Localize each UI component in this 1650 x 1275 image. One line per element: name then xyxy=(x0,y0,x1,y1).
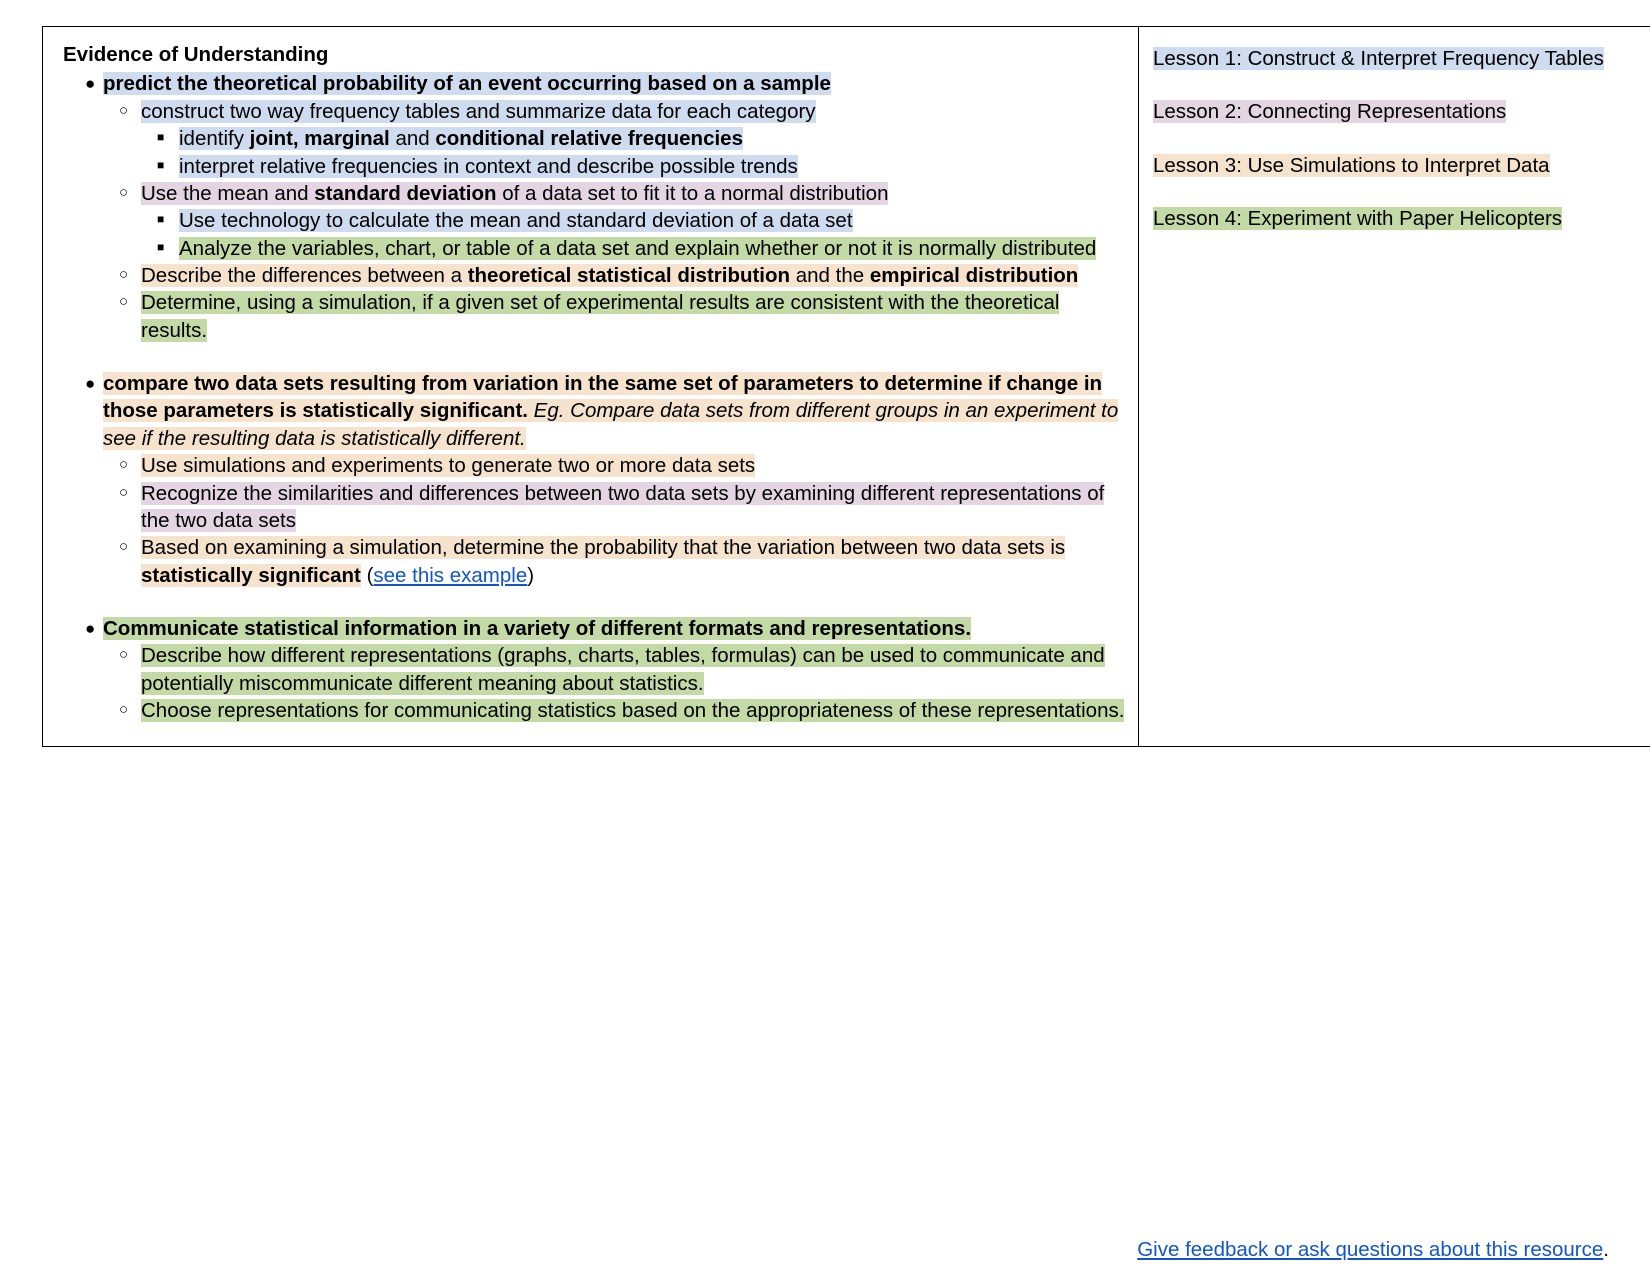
outline-item xyxy=(103,262,1128,289)
bullet-icon: ○ xyxy=(119,646,129,664)
outline-item xyxy=(103,480,1128,535)
outline-group-spacer xyxy=(53,589,1128,615)
outline-item-text xyxy=(179,155,798,178)
outline-text-run: ( xyxy=(360,563,374,587)
outline-sublist xyxy=(103,642,1128,724)
outline-text-run: Choose representations for communicating statistics based on the appropriateness of these representations. xyxy=(141,699,1125,723)
outline-group-spacer xyxy=(53,344,1128,370)
outline-sublist xyxy=(103,452,1128,589)
lesson-item-1 xyxy=(1153,45,1639,72)
outline-text-run: Recognize the similarities and differences between two data sets by examining different representations of the two data sets xyxy=(141,481,1105,532)
outline-text-run: joint, marginal xyxy=(249,127,390,151)
outline-text-run: Use technology to calculate the mean and standard deviation of a data set xyxy=(179,209,853,233)
outline-item-text xyxy=(179,127,743,150)
lesson-item-4 xyxy=(1153,205,1639,232)
outline-item-text xyxy=(141,454,755,477)
outline-text-run: Describe how different representations (graphs, charts, tables, formulas) can be used to communicate and potentially miscommunicate different meaning about statistics. xyxy=(141,644,1105,695)
outline-item-text xyxy=(103,72,831,95)
outline-top-item xyxy=(53,70,1128,344)
evidence-outline xyxy=(53,70,1128,724)
outline-text-run: theoretical statistical distribution xyxy=(467,263,791,287)
outline-sublist xyxy=(141,125,1128,180)
outline-text-run: predict the theoretical probability of an event occurring based on a sample xyxy=(103,72,831,96)
outline-item xyxy=(103,289,1128,344)
footer-period: . xyxy=(1603,1238,1609,1261)
outline-item-text xyxy=(141,182,888,205)
outline-item-text xyxy=(141,644,1105,694)
bullet-icon: ○ xyxy=(119,101,129,119)
bullet-icon: ■ xyxy=(157,212,165,227)
lesson-label: Lesson 1: Construct & Interpret Frequency Tables xyxy=(1153,47,1604,70)
lesson-item-3 xyxy=(1153,152,1639,179)
see-this-example-link[interactable]: see this example xyxy=(373,563,528,587)
outline-item xyxy=(103,697,1128,724)
outline-text-run: of a data set to fit it to a normal distribution xyxy=(496,181,889,205)
bullet-icon: ○ xyxy=(119,701,129,719)
outline-text-run: construct two way frequency tables and summarize data for each category xyxy=(141,99,816,123)
outline-item xyxy=(103,452,1128,479)
bullet-icon: ■ xyxy=(157,130,165,145)
outline-top-item xyxy=(53,370,1128,589)
outline-text-run: Analyze the variables, chart, or table of a data set and explain whether or not it is normally distributed xyxy=(179,236,1097,260)
outline-text-run: ) xyxy=(527,563,535,587)
outline-text-run: Determine, using a simulation, if a given set of experimental results are consistent with the theoretical results. xyxy=(141,291,1060,342)
outline-text-run: Eg. Compare data sets from different groups in an experiment to see if the resulting data is statistically different. xyxy=(103,399,1119,450)
outline-text-run: Use the mean and xyxy=(141,181,315,205)
outline-item-text xyxy=(141,536,1065,586)
outline-text-run: compare two data sets resulting from variation in the same set of parameters to determine if change in those parameters is statistically significant. xyxy=(103,372,1103,423)
outline-item-text xyxy=(141,291,1059,341)
outline-text-run: statistically significant xyxy=(141,563,361,587)
lesson-label: Lesson 2: Connecting Representations xyxy=(1153,100,1507,124)
lesson-label: Lesson 3: Use Simulations to Interpret Data xyxy=(1153,153,1550,177)
bullet-icon: ○ xyxy=(119,265,129,283)
outline-top-item xyxy=(53,615,1128,724)
bullet-icon: ○ xyxy=(119,538,129,556)
outline-text-run: empirical distribution xyxy=(869,263,1079,287)
outline-item-text xyxy=(141,482,1104,532)
bullet-icon: ○ xyxy=(119,483,129,501)
bullet-icon: ○ xyxy=(119,456,129,474)
outline-text-run: and the xyxy=(790,263,870,287)
bullet-icon: ○ xyxy=(119,293,129,311)
outline-item xyxy=(141,153,1128,180)
curriculum-table xyxy=(42,26,1650,747)
outline-text-run: Communicate statistical information in a variety of different formats and representations. xyxy=(103,616,972,640)
outline-item-text xyxy=(179,237,1096,260)
outline-item xyxy=(103,98,1128,180)
outline-sublist xyxy=(141,207,1128,262)
outline-item xyxy=(103,534,1128,589)
bullet-icon: ● xyxy=(85,74,96,94)
outline-item-text xyxy=(141,264,1078,287)
bullet-icon: ● xyxy=(85,618,96,638)
feedback-link[interactable]: Give feedback or ask questions about this resource xyxy=(1137,1238,1604,1261)
outline-item-text xyxy=(141,100,816,123)
bullet-icon: ■ xyxy=(157,239,165,254)
lesson-item-2 xyxy=(1153,98,1639,125)
outline-text-run: Use simulations and experiments to generate two or more data sets xyxy=(141,454,756,478)
outline-text-run: identify xyxy=(179,127,250,151)
bullet-icon: ○ xyxy=(119,183,129,201)
outline-item xyxy=(141,235,1128,262)
evidence-of-understanding-cell xyxy=(43,27,1139,747)
outline-item xyxy=(141,207,1128,234)
outline-sublist xyxy=(103,98,1128,344)
outline-item xyxy=(103,642,1128,697)
outline-text-run: interpret relative frequencies in context and describe possible trends xyxy=(179,154,798,178)
lessons-cell xyxy=(1139,27,1650,747)
outline-text-run: conditional relative frequencies xyxy=(435,127,743,151)
outline-item-text xyxy=(141,699,1124,722)
outline-item-text xyxy=(179,209,853,232)
outline-text-run: Describe the differences between a xyxy=(141,263,468,287)
outline-text-run: and xyxy=(389,127,436,151)
bullet-icon: ● xyxy=(85,374,96,394)
outline-text-run: standard deviation xyxy=(314,181,497,205)
lesson-label: Lesson 4: Experiment with Paper Helicopters xyxy=(1153,207,1563,231)
outline-item-text xyxy=(103,372,1118,450)
outline-item xyxy=(141,125,1128,152)
outline-item-text xyxy=(103,617,971,640)
lesson-list xyxy=(1153,45,1639,233)
bullet-icon: ■ xyxy=(157,157,165,172)
footer xyxy=(0,1237,1609,1264)
outline-item xyxy=(103,180,1128,262)
page-title: Evidence of Understanding xyxy=(63,43,329,66)
outline-text-run: Based on examining a simulation, determine the probability that the variation between two data sets is xyxy=(141,536,1066,560)
